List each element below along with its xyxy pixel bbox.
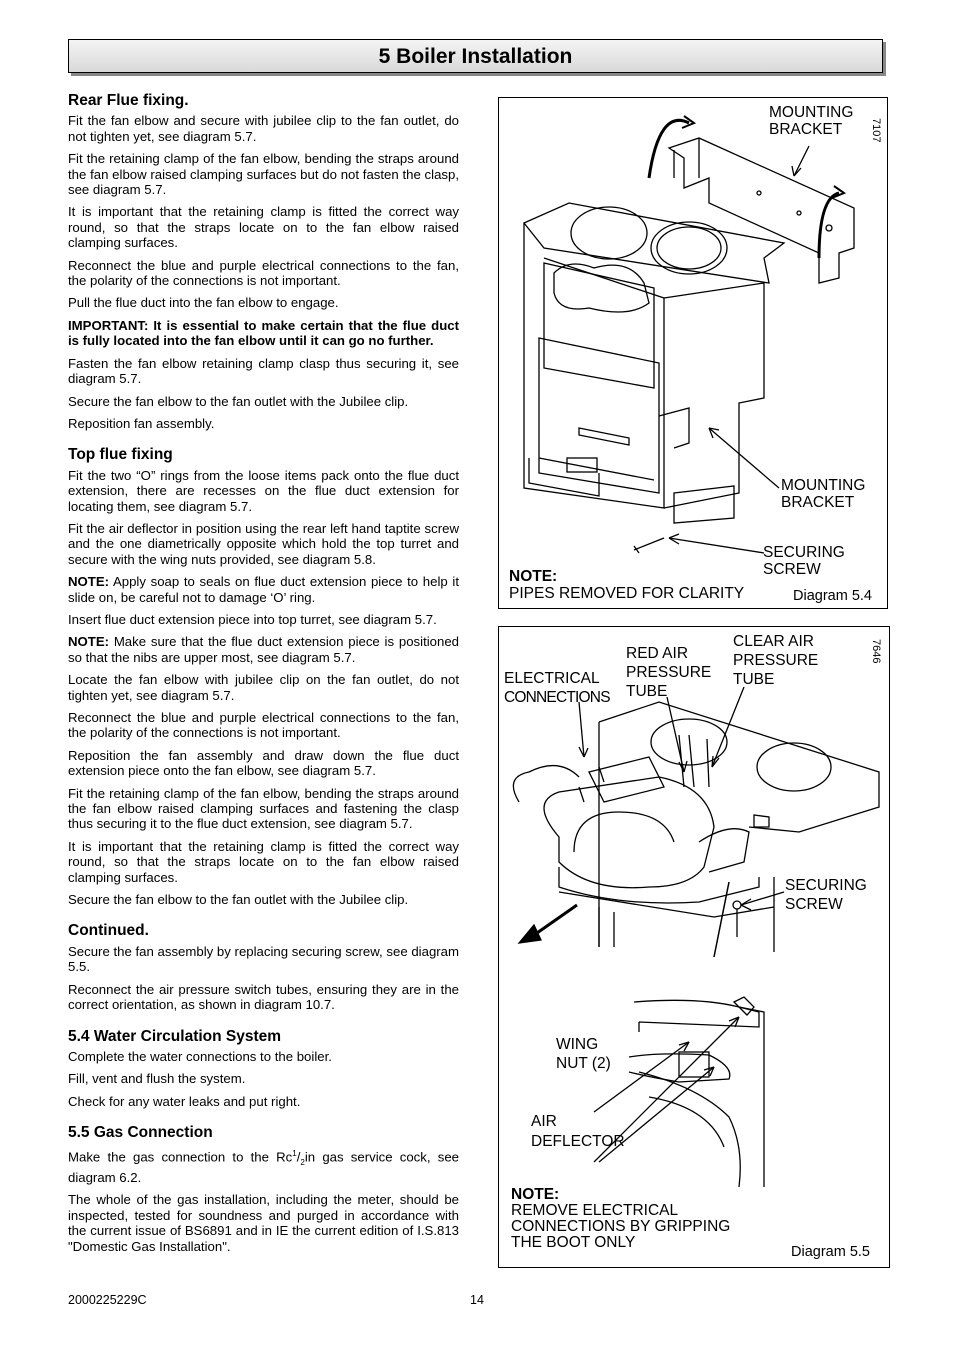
paragraph: Locate the fan elbow with jubilee clip on the fan outlet, do not tighten yet, see diagram 5.7. [68,672,459,703]
paragraph: Check for any water leaks and put right. [68,1093,301,1109]
label-securing-screw: SECURING SCREW [763,544,845,578]
label-wing-nut: WING NUT (2) [556,1036,611,1072]
page-number: 14 [470,1293,484,1307]
label-clear-air-pressure-tube: CLEAR AIR PRESSURE TUBE [733,633,819,688]
paragraph [68,1146,459,1186]
document-number: 2000225229C [68,1293,147,1307]
paragraph: Fit the fan elbow and secure with jubilee clip to the fan outlet, do not tighten yet, see diagram 5.7. [68,113,459,144]
label-mounting-bracket-mid: MOUNTING BRACKET [781,477,866,511]
heading-rear-flue: Rear Flue fixing. [68,92,189,109]
note-text: Make sure that the flue duct extension piece is positioned so that the nibs are upper most, see diagram 5.7. [68,634,459,665]
fraction-numerator: 1 [292,1148,297,1158]
note-paragraph [68,634,459,665]
heading-water-circulation: 5.4 Water Circulation System [68,1027,282,1045]
paragraph: It is important that the retaining clamp is fitted the correct way round, so that the straps locate on to the fan elbow raised clamping surfaces. [68,204,459,251]
diagram-5-4 [498,97,888,609]
heading-gas-connection: 5.5 Gas Connection [68,1124,213,1142]
paragraph: Reposition fan assembly. [68,415,215,431]
label-red-air-pressure-tube: RED AIR PRESSURE TUBE [626,645,712,700]
fraction-denominator: 2 [300,1157,305,1167]
fan-assembly-illustration [499,627,891,1269]
diagram-caption: Diagram 5.5 [791,1244,870,1260]
paragraph: Fit the two “O” rings from the loose items pack onto the flue duct extension, there are recesses on the flue duct extension for locating them, see diagram 5.7. [68,467,459,514]
paragraph: Reconnect the blue and purple electrical connections to the fan, the polarity of the connections is not important. [68,257,459,289]
label-mounting-bracket-top: MOUNTING BRACKET [769,104,854,138]
text: in gas service cock, see diagram 6.2. [68,1148,459,1185]
paragraph: Pull the flue duct into the fan elbow to engage. [68,295,339,311]
note-paragraph [68,574,459,605]
diagram-note: NOTE: REMOVE ELECTRICAL CONNECTIONS BY GRIPPING THE BOOT ONLY [511,1186,731,1251]
paragraph: Secure the fan assembly by replacing securing screw, see diagram 5.5. [68,943,459,975]
page-title: 5 Boiler Installation [68,39,883,73]
paragraph: Fit the air deflector in position using the rear left hand taptite screw and the one diametrically opposite which hold the top turret and secure with the wing nuts provided, see diagram 5.8. [68,520,459,567]
heading-continued: Continued. [68,922,149,940]
text: Make the gas connection to the Rc [68,1148,293,1164]
diagram-reference-number: 7107 [870,118,882,143]
paragraph: Complete the water connections to the boiler. [68,1048,332,1064]
diagram-note: NOTE: PIPES REMOVED FOR CLARITY [509,568,745,602]
note-label: NOTE: [68,574,110,590]
boiler-mounting-illustration [499,98,889,610]
paragraph: Fasten the fan elbow retaining clamp clasp thus securing it, see diagram 5.7. [68,355,459,387]
paragraph: Fit the retaining clamp of the fan elbow, bending the straps around the fan elbow raised clamping surfaces and fastening the clasp thus securing it to the flue duct extension, see diagram 5.7. [68,785,459,832]
note-text: Apply soap to seals on flue duct extension piece to help it slide on, be careful not to damage ‘O’ ring. [68,574,459,605]
paragraph: Reposition the fan assembly and draw down the flue duct extension piece onto the fan elbow, see diagram 5.7. [68,747,459,779]
paragraph: Secure the fan elbow to the fan outlet with the Jubilee clip. [68,393,409,409]
paragraph: Fill, vent and flush the system. [68,1071,246,1087]
label-electrical-connections: ELECTRICAL CONNECTIONS [504,670,610,706]
paragraph: Fit the retaining clamp of the fan elbow, bending the straps around the fan elbow raised clamping surfaces but do not fasten the clasp, see diagram 5.7. [68,151,459,198]
label-air-deflector: AIR DEFLECTOR [531,1113,625,1150]
heading-top-flue: Top flue fixing [68,446,173,464]
paragraph: Reconnect the blue and purple electrical connections to the fan, the polarity of the connections is not important. [68,710,459,741]
diagram-caption: Diagram 5.4 [793,588,872,604]
paragraph: Insert flue duct extension piece into top turret, see diagram 5.7. [68,611,437,627]
note-label: NOTE: [68,634,110,650]
left-column [68,93,459,1261]
paragraph: Reconnect the air pressure switch tubes, ensuring they are in the correct orientation, as shown in diagram 10.7. [68,981,459,1013]
paragraph: The whole of the gas installation, including the meter, should be inspected, tested for soundness and purged in accordance with the current issue of BS6891 and in IE the current edition of I.S.813 "Domestic Gas Installation". [68,1192,459,1254]
paragraph: Secure the fan elbow to the fan outlet with the Jubilee clip. [68,892,409,908]
important-note: IMPORTANT: It is essential to make certain that the flue duct is fully located into the fan elbow until it can go no further. [68,317,459,349]
diagram-reference-number: 7646 [870,639,882,664]
diagram-5-5 [498,626,890,1268]
paragraph: It is important that the retaining clamp is fitted the correct way round, so that the straps locate on to the fan elbow raised clamping surfaces. [68,838,459,885]
fraction-slash: / [296,1148,301,1164]
label-securing-screw: SECURING SCREW [785,877,867,913]
